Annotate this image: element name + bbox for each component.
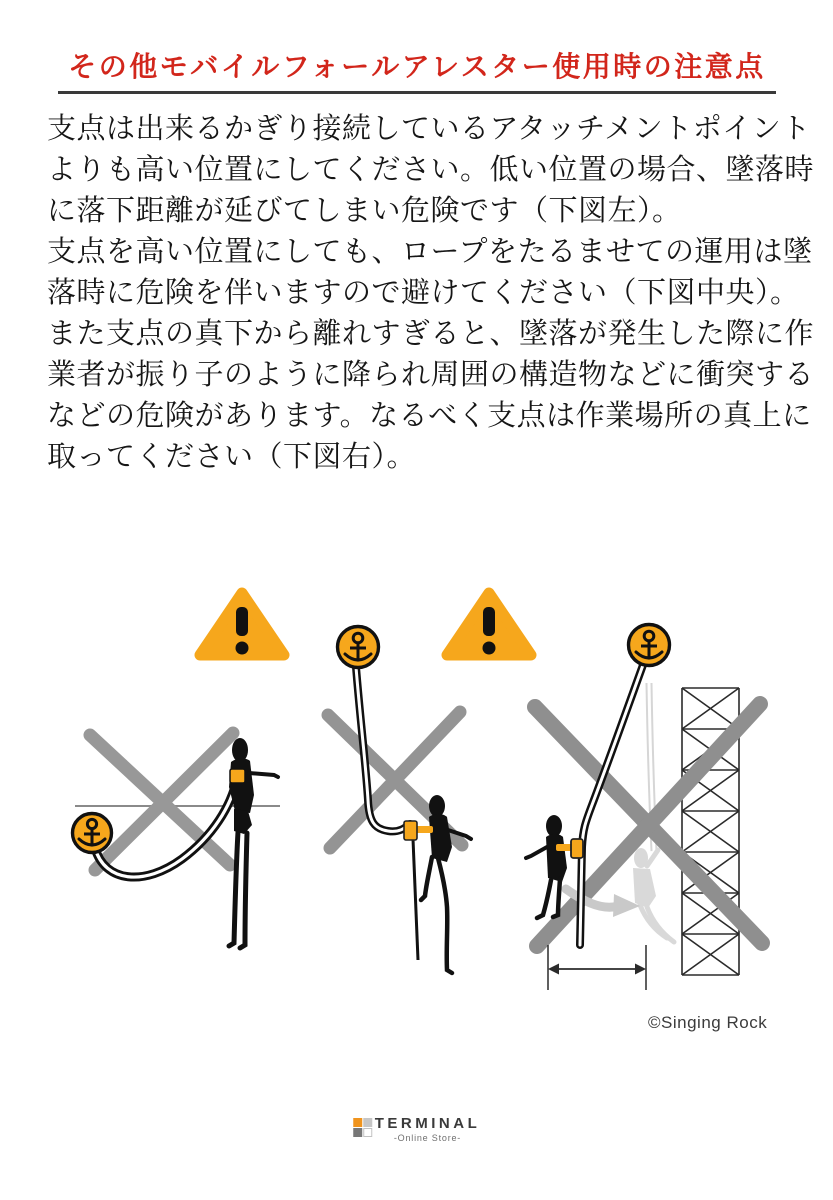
logo-square-lightgray <box>363 1118 372 1127</box>
rope-tail <box>413 839 418 960</box>
logo-square-gray <box>353 1128 362 1137</box>
warning-triangle-icon <box>447 593 531 655</box>
body-line: 取ってください（下図右）。 <box>47 441 417 473</box>
fall-arrester-device <box>404 821 417 840</box>
copyright-credit: ©Singing Rock <box>648 1013 768 1032</box>
body-line: に落下距離が延びてしまい危険です（下図左）。 <box>47 195 682 227</box>
warning-triangle-icon <box>200 593 284 655</box>
logo-name: TERMINAL <box>374 1115 481 1132</box>
ghost-figure <box>633 848 674 942</box>
body-text <box>47 109 815 478</box>
cross-out-x-icon <box>90 733 233 870</box>
logo-text <box>375 1116 481 1143</box>
anchor-point-icon <box>73 814 112 853</box>
anchor-point-icon <box>338 627 379 668</box>
body-line: などの危険があります。なるべく支点は作業場所の真上に <box>47 400 812 432</box>
store-logo <box>353 1116 481 1143</box>
page-title-block <box>58 50 776 94</box>
body-line: よりも高い位置にしてください。低い位置の場合、墜落時 <box>47 154 815 186</box>
safety-diagrams <box>0 555 833 1055</box>
fall-arrester-device <box>230 769 245 783</box>
body-line: 業者が振り子のように降られ周囲の構造物などに衝突する <box>47 359 815 391</box>
exclamation-icon <box>236 607 249 655</box>
fall-arrester-device <box>571 839 583 858</box>
diagram-slack-rope <box>328 593 531 973</box>
body-line: また支点の真下から離れすぎると、墜落が発生した際に作 <box>47 318 815 350</box>
logo-subtitle: -Online Store- <box>393 1133 462 1143</box>
exclamation-icon <box>483 607 496 655</box>
logo-squares-icon <box>353 1118 372 1137</box>
diagram-pendulum-swing <box>526 625 762 991</box>
distance-arrow-icon <box>548 945 646 990</box>
worker-figure <box>229 738 278 948</box>
body-line: 支点は出来るかぎり接続しているアタッチメントポイント <box>47 113 811 145</box>
diagram-anchor-too-low <box>73 593 285 948</box>
logo-square-orange <box>353 1118 362 1127</box>
page-title: その他モバイルフォールアレスター使用時の注意点 <box>68 51 766 82</box>
body-line: 落時に危険を伴いますので避けてください（下図中央）。 <box>47 277 800 309</box>
logo-square-white <box>363 1128 372 1137</box>
anchor-point-icon <box>629 625 670 666</box>
body-line: 支点を高い位置にしても、ロープをたるませての運用は墜 <box>47 236 813 268</box>
